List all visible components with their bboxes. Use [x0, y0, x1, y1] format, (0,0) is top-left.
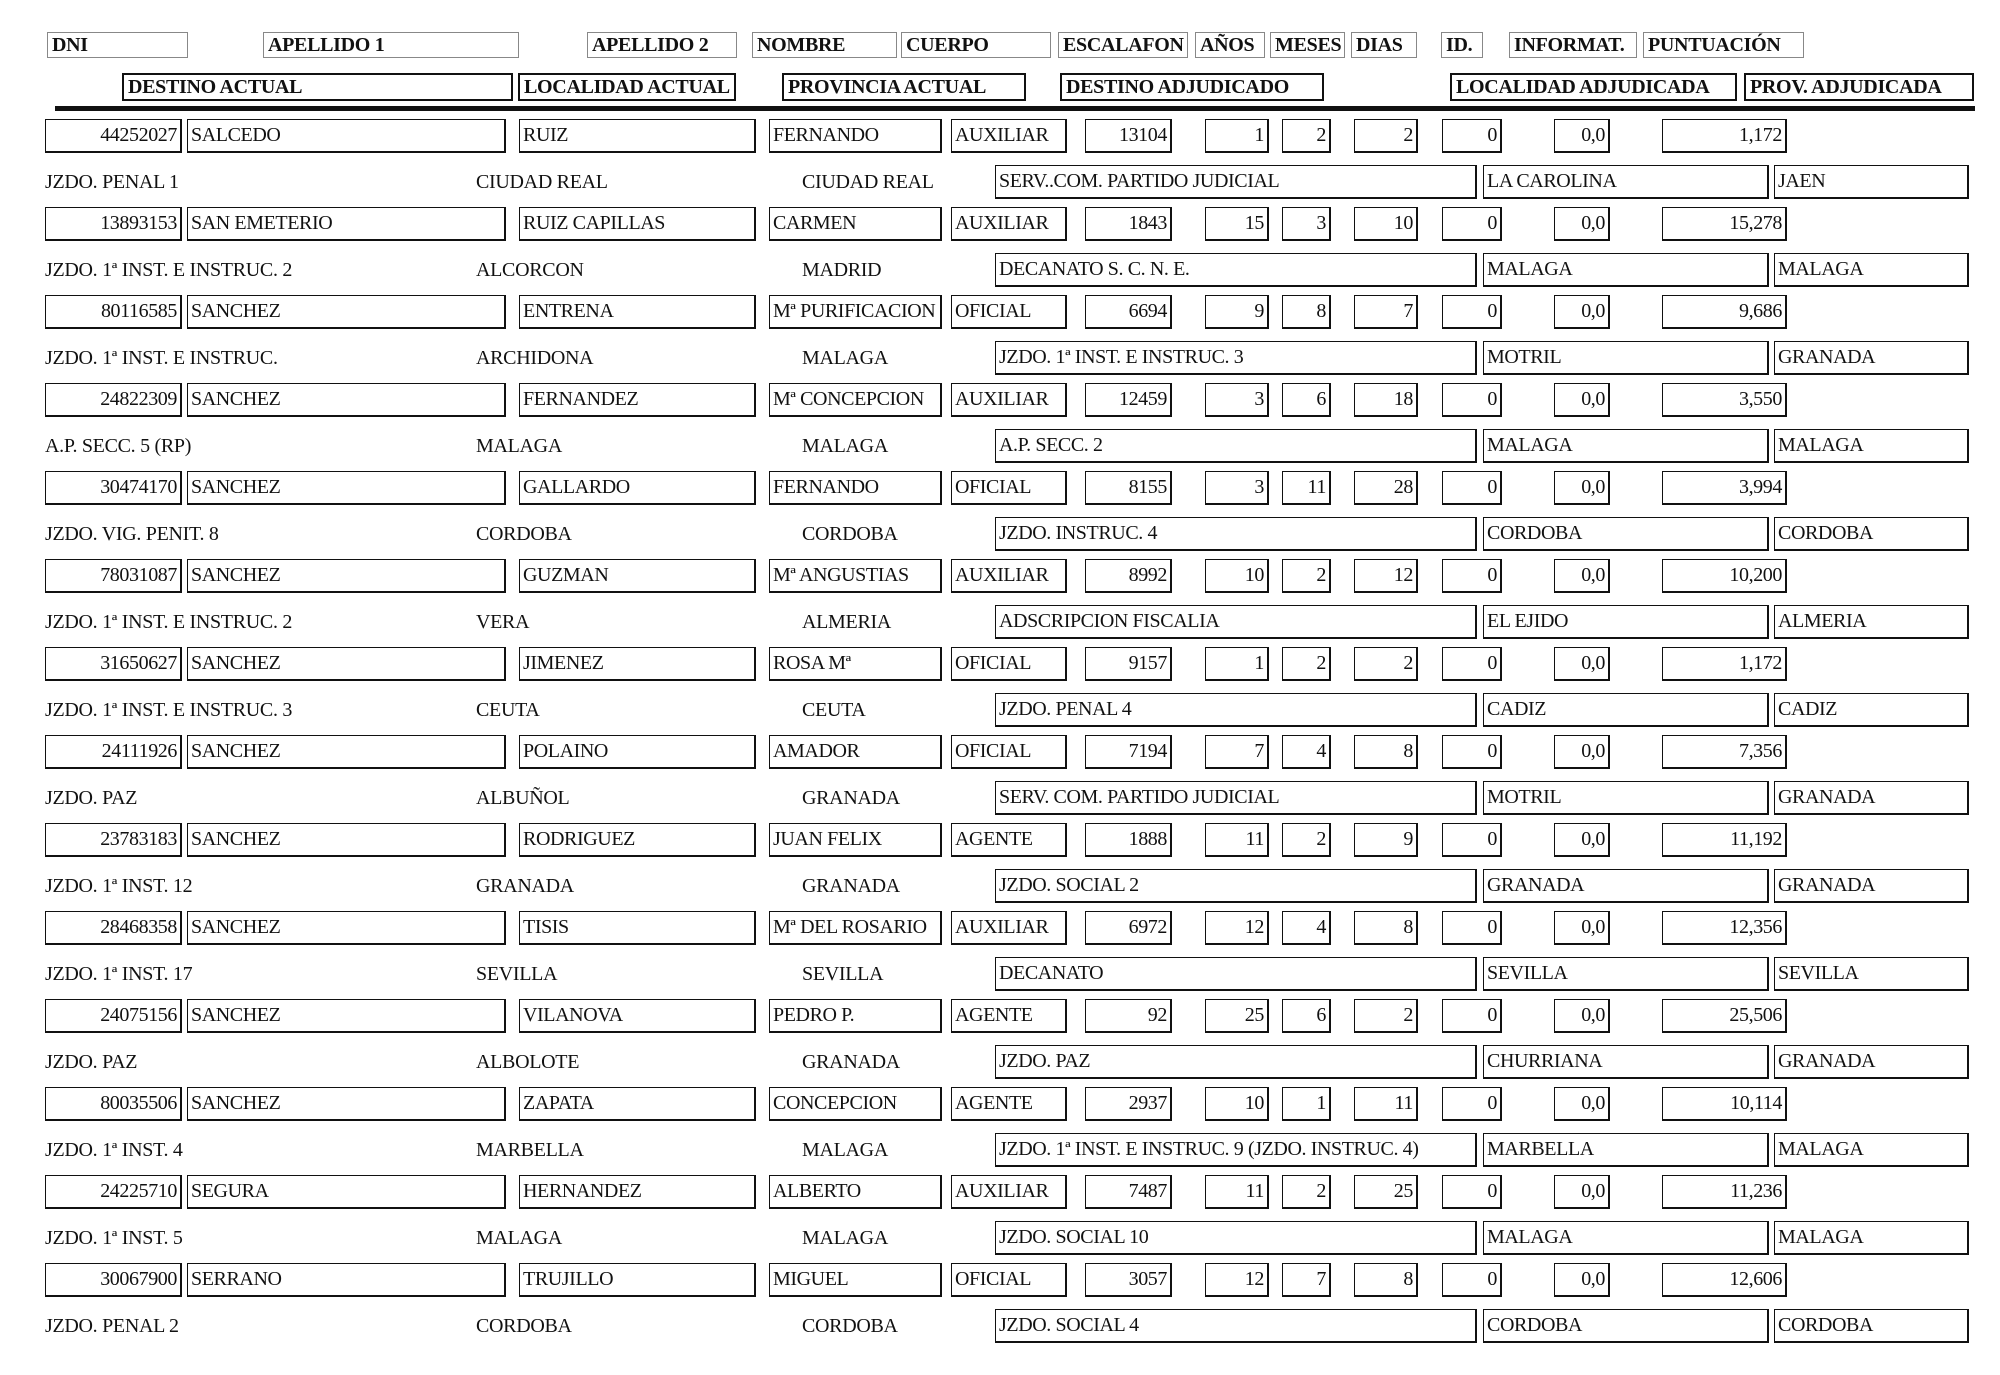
field-prov-adj: CORDOBA [1774, 517, 1969, 551]
field-localidad-adj: MOTRIL [1483, 781, 1769, 815]
field-dias: 18 [1354, 383, 1418, 417]
header-id: ID. [1441, 32, 1483, 58]
field-dni: 31650627 [45, 647, 182, 681]
field-provincia-actual: SEVILLA [802, 963, 884, 985]
field-localidad-actual: ARCHIDONA [476, 347, 594, 369]
field-escalafon: 1843 [1085, 207, 1172, 241]
field-provincia-actual: MALAGA [802, 435, 888, 457]
field-id: 0 [1442, 1263, 1502, 1297]
field-prov-adj: SEVILLA [1774, 957, 1969, 991]
field-anos: 25 [1205, 999, 1269, 1033]
field-id: 0 [1442, 471, 1502, 505]
field-nombre: FERNANDO [769, 119, 942, 153]
field-ap2: GUZMAN [519, 559, 756, 593]
field-anos: 12 [1205, 1263, 1269, 1297]
field-id: 0 [1442, 911, 1502, 945]
header-escalafon: ESCALAFON [1058, 32, 1188, 58]
field-nombre: FERNANDO [769, 471, 942, 505]
field-destino-actual: JZDO. 1ª INST. 17 [45, 963, 193, 985]
field-ap1: SANCHEZ [187, 471, 506, 505]
field-id: 0 [1442, 559, 1502, 593]
field-prov-adj: GRANADA [1774, 1045, 1969, 1079]
field-ap1: SANCHEZ [187, 823, 506, 857]
header-informat: INFORMAT. [1509, 32, 1637, 58]
field-puntuacion: 11,236 [1662, 1175, 1787, 1209]
field-provincia-actual: CEUTA [802, 699, 866, 721]
field-dni: 30067900 [45, 1263, 182, 1297]
field-localidad-actual: CORDOBA [476, 523, 572, 545]
field-ap1: SERRANO [187, 1263, 506, 1297]
field-ap2: ZAPATA [519, 1087, 756, 1121]
field-dias: 8 [1354, 735, 1418, 769]
field-informat: 0,0 [1554, 1175, 1610, 1209]
field-meses: 3 [1282, 207, 1331, 241]
field-dni: 23783183 [45, 823, 182, 857]
field-nombre: PEDRO P. [769, 999, 942, 1033]
field-anos: 1 [1205, 647, 1269, 681]
field-informat: 0,0 [1554, 823, 1610, 857]
field-dias: 2 [1354, 999, 1418, 1033]
field-anos: 12 [1205, 911, 1269, 945]
field-dias: 8 [1354, 911, 1418, 945]
field-cuerpo: AGENTE [951, 1087, 1067, 1121]
field-informat: 0,0 [1554, 647, 1610, 681]
field-nombre: Mª PURIFICACION [769, 295, 942, 329]
field-prov-adj: MALAGA [1774, 1133, 1969, 1167]
field-ap2: TISIS [519, 911, 756, 945]
field-dni: 78031087 [45, 559, 182, 593]
field-meses: 2 [1282, 119, 1331, 153]
field-id: 0 [1442, 207, 1502, 241]
field-cuerpo: AUXILIAR [951, 383, 1067, 417]
field-meses: 4 [1282, 735, 1331, 769]
field-puntuacion: 9,686 [1662, 295, 1787, 329]
field-prov-adj: MALAGA [1774, 429, 1969, 463]
header-destino-adjudicado: DESTINO ADJUDICADO [1060, 73, 1324, 101]
field-provincia-actual: MALAGA [802, 1139, 888, 1161]
field-nombre: AMADOR [769, 735, 942, 769]
field-informat: 0,0 [1554, 1087, 1610, 1121]
field-id: 0 [1442, 823, 1502, 857]
field-escalafon: 6694 [1085, 295, 1172, 329]
field-cuerpo: AUXILIAR [951, 911, 1067, 945]
field-escalafon: 6972 [1085, 911, 1172, 945]
field-ap2: RODRIGUEZ [519, 823, 756, 857]
field-nombre: CARMEN [769, 207, 942, 241]
field-dias: 10 [1354, 207, 1418, 241]
field-prov-adj: MALAGA [1774, 1221, 1969, 1255]
field-puntuacion: 25,506 [1662, 999, 1787, 1033]
field-destino-actual: JZDO. 1ª INST. 12 [45, 875, 193, 897]
field-dni: 80116585 [45, 295, 182, 329]
field-nombre: Mª ANGUSTIAS [769, 559, 942, 593]
header-dias: DIAS [1351, 32, 1417, 58]
field-ap1: SEGURA [187, 1175, 506, 1209]
field-ap2: FERNANDEZ [519, 383, 756, 417]
field-escalafon: 8992 [1085, 559, 1172, 593]
field-cuerpo: OFICIAL [951, 295, 1067, 329]
field-dias: 2 [1354, 647, 1418, 681]
field-puntuacion: 10,114 [1662, 1087, 1787, 1121]
field-provincia-actual: MADRID [802, 259, 882, 281]
field-localidad-adj: LA CAROLINA [1483, 165, 1769, 199]
field-puntuacion: 3,994 [1662, 471, 1787, 505]
field-prov-adj: JAEN [1774, 165, 1969, 199]
field-ap2: VILANOVA [519, 999, 756, 1033]
field-escalafon: 12459 [1085, 383, 1172, 417]
field-prov-adj: CORDOBA [1774, 1309, 1969, 1343]
header-apellido-1: APELLIDO 1 [263, 32, 519, 58]
field-nombre: CONCEPCION [769, 1087, 942, 1121]
header-prov-adjudicada: PROV. ADJUDICADA [1744, 73, 1974, 101]
field-escalafon: 1888 [1085, 823, 1172, 857]
field-localidad-adj: EL EJIDO [1483, 605, 1769, 639]
field-cuerpo: AUXILIAR [951, 1175, 1067, 1209]
field-localidad-actual: CORDOBA [476, 1315, 572, 1337]
field-prov-adj: ALMERIA [1774, 605, 1969, 639]
header-meses: MESES [1270, 32, 1345, 58]
field-nombre: MIGUEL [769, 1263, 942, 1297]
field-ap1: SANCHEZ [187, 1087, 506, 1121]
field-cuerpo: OFICIAL [951, 471, 1067, 505]
field-escalafon: 2937 [1085, 1087, 1172, 1121]
field-destino-adj: SERV. COM. PARTIDO JUDICIAL [995, 781, 1477, 815]
field-escalafon: 7194 [1085, 735, 1172, 769]
field-informat: 0,0 [1554, 295, 1610, 329]
field-localidad-adj: MALAGA [1483, 253, 1769, 287]
field-ap1: SANCHEZ [187, 647, 506, 681]
field-ap1: SANCHEZ [187, 735, 506, 769]
field-ap1: SALCEDO [187, 119, 506, 153]
field-destino-actual: JZDO. VIG. PENIT. 8 [45, 523, 219, 545]
field-destino-actual: JZDO. PENAL 1 [45, 171, 179, 193]
field-cuerpo: AUXILIAR [951, 207, 1067, 241]
field-destino-actual: JZDO. PAZ [45, 1051, 138, 1073]
field-id: 0 [1442, 1087, 1502, 1121]
field-provincia-actual: MALAGA [802, 347, 888, 369]
field-destino-adj: ADSCRIPCION FISCALIA [995, 605, 1477, 639]
field-localidad-actual: ALCORCON [476, 259, 584, 281]
field-provincia-actual: GRANADA [802, 1051, 900, 1073]
field-destino-adj: JZDO. PENAL 4 [995, 693, 1477, 727]
field-localidad-actual: ALBUÑOL [476, 787, 570, 809]
field-ap2: TRUJILLO [519, 1263, 756, 1297]
field-localidad-adj: MALAGA [1483, 1221, 1769, 1255]
field-meses: 2 [1282, 823, 1331, 857]
field-anos: 10 [1205, 1087, 1269, 1121]
field-ap2: ENTRENA [519, 295, 756, 329]
header-dni: DNI [47, 32, 188, 58]
field-meses: 8 [1282, 295, 1331, 329]
header-nombre: NOMBRE [752, 32, 897, 58]
field-escalafon: 13104 [1085, 119, 1172, 153]
field-cuerpo: AUXILIAR [951, 119, 1067, 153]
field-cuerpo: OFICIAL [951, 1263, 1067, 1297]
field-meses: 1 [1282, 1087, 1331, 1121]
field-dias: 9 [1354, 823, 1418, 857]
field-localidad-adj: MALAGA [1483, 429, 1769, 463]
field-ap1: SAN EMETERIO [187, 207, 506, 241]
field-destino-actual: JZDO. 1ª INST. E INSTRUC. 2 [45, 259, 293, 281]
field-meses: 2 [1282, 1175, 1331, 1209]
field-destino-adj: JZDO. SOCIAL 10 [995, 1221, 1477, 1255]
field-localidad-actual: SEVILLA [476, 963, 558, 985]
field-destino-actual: JZDO. PENAL 2 [45, 1315, 179, 1337]
field-ap1: SANCHEZ [187, 911, 506, 945]
field-prov-adj: CADIZ [1774, 693, 1969, 727]
field-localidad-adj: MOTRIL [1483, 341, 1769, 375]
field-meses: 11 [1282, 471, 1331, 505]
field-localidad-adj: SEVILLA [1483, 957, 1769, 991]
field-localidad-actual: MALAGA [476, 435, 562, 457]
field-destino-adj: JZDO. SOCIAL 2 [995, 869, 1477, 903]
field-ap1: SANCHEZ [187, 999, 506, 1033]
field-localidad-adj: CHURRIANA [1483, 1045, 1769, 1079]
field-destino-actual: JZDO. 1ª INST. 5 [45, 1227, 183, 1249]
field-dias: 2 [1354, 119, 1418, 153]
field-informat: 0,0 [1554, 735, 1610, 769]
field-puntuacion: 12,606 [1662, 1263, 1787, 1297]
field-id: 0 [1442, 999, 1502, 1033]
field-anos: 15 [1205, 207, 1269, 241]
field-localidad-actual: MARBELLA [476, 1139, 584, 1161]
field-destino-actual: JZDO. 1ª INST. E INSTRUC. 3 [45, 699, 293, 721]
field-dni: 80035506 [45, 1087, 182, 1121]
field-meses: 4 [1282, 911, 1331, 945]
field-escalafon: 9157 [1085, 647, 1172, 681]
field-anos: 3 [1205, 471, 1269, 505]
field-anos: 3 [1205, 383, 1269, 417]
field-puntuacion: 3,550 [1662, 383, 1787, 417]
field-id: 0 [1442, 735, 1502, 769]
field-cuerpo: AGENTE [951, 999, 1067, 1033]
field-escalafon: 92 [1085, 999, 1172, 1033]
field-puntuacion: 7,356 [1662, 735, 1787, 769]
header-divider [55, 106, 1975, 111]
field-prov-adj: GRANADA [1774, 341, 1969, 375]
field-provincia-actual: GRANADA [802, 875, 900, 897]
field-destino-actual: JZDO. 1ª INST. 4 [45, 1139, 183, 1161]
field-nombre: JUAN FELIX [769, 823, 942, 857]
field-informat: 0,0 [1554, 1263, 1610, 1297]
field-dni: 24075156 [45, 999, 182, 1033]
field-prov-adj: GRANADA [1774, 869, 1969, 903]
field-destino-adj: DECANATO S. C. N. E. [995, 253, 1477, 287]
header-puntuacion: PUNTUACIÓN [1643, 32, 1804, 58]
field-nombre: Mª CONCEPCION [769, 383, 942, 417]
field-destino-actual: A.P. SECC. 5 (RP) [45, 435, 192, 457]
field-dias: 25 [1354, 1175, 1418, 1209]
field-anos: 11 [1205, 1175, 1269, 1209]
header-apellido-2: APELLIDO 2 [587, 32, 737, 58]
field-puntuacion: 11,192 [1662, 823, 1787, 857]
field-localidad-adj: CADIZ [1483, 693, 1769, 727]
field-anos: 9 [1205, 295, 1269, 329]
field-nombre: ROSA Mª [769, 647, 942, 681]
field-prov-adj: GRANADA [1774, 781, 1969, 815]
field-localidad-actual: ALBOLOTE [476, 1051, 580, 1073]
field-dni: 24111926 [45, 735, 182, 769]
field-destino-adj: DECANATO [995, 957, 1477, 991]
field-localidad-actual: GRANADA [476, 875, 574, 897]
field-dni: 30474170 [45, 471, 182, 505]
field-id: 0 [1442, 647, 1502, 681]
field-localidad-adj: CORDOBA [1483, 517, 1769, 551]
header-anos: AÑOS [1195, 32, 1265, 58]
field-destino-actual: JZDO. 1ª INST. E INSTRUC. 2 [45, 611, 293, 633]
field-dni: 24225710 [45, 1175, 182, 1209]
field-destino-adj: JZDO. 1ª INST. E INSTRUC. 3 [995, 341, 1477, 375]
field-ap1: SANCHEZ [187, 559, 506, 593]
field-dias: 11 [1354, 1087, 1418, 1121]
field-provincia-actual: CIUDAD REAL [802, 171, 934, 193]
field-destino-adj: JZDO. INSTRUC. 4 [995, 517, 1477, 551]
field-meses: 2 [1282, 647, 1331, 681]
field-destino-adj: JZDO. SOCIAL 4 [995, 1309, 1477, 1343]
field-escalafon: 3057 [1085, 1263, 1172, 1297]
field-destino-actual: JZDO. 1ª INST. E INSTRUC. [45, 347, 278, 369]
field-cuerpo: AUXILIAR [951, 559, 1067, 593]
field-ap2: RUIZ CAPILLAS [519, 207, 756, 241]
field-ap2: POLAINO [519, 735, 756, 769]
field-meses: 6 [1282, 999, 1331, 1033]
field-escalafon: 7487 [1085, 1175, 1172, 1209]
field-puntuacion: 1,172 [1662, 119, 1787, 153]
field-id: 0 [1442, 1175, 1502, 1209]
field-provincia-actual: CORDOBA [802, 1315, 898, 1337]
field-meses: 6 [1282, 383, 1331, 417]
field-prov-adj: MALAGA [1774, 253, 1969, 287]
field-escalafon: 8155 [1085, 471, 1172, 505]
field-dni: 44252027 [45, 119, 182, 153]
field-anos: 1 [1205, 119, 1269, 153]
field-localidad-adj: MARBELLA [1483, 1133, 1769, 1167]
field-puntuacion: 15,278 [1662, 207, 1787, 241]
field-localidad-actual: CIUDAD REAL [476, 171, 608, 193]
field-provincia-actual: ALMERIA [802, 611, 892, 633]
field-destino-adj: A.P. SECC. 2 [995, 429, 1477, 463]
field-informat: 0,0 [1554, 471, 1610, 505]
field-dias: 8 [1354, 1263, 1418, 1297]
header-localidad-actual: LOCALIDAD ACTUAL [518, 73, 736, 101]
field-destino-actual: JZDO. PAZ [45, 787, 138, 809]
field-destino-adj: JZDO. 1ª INST. E INSTRUC. 9 (JZDO. INSTRUC. 4) [995, 1133, 1477, 1167]
field-anos: 11 [1205, 823, 1269, 857]
header-destino-actual: DESTINO ACTUAL [122, 73, 513, 101]
field-cuerpo: AGENTE [951, 823, 1067, 857]
field-localidad-adj: GRANADA [1483, 869, 1769, 903]
field-localidad-actual: VERA [476, 611, 530, 633]
field-informat: 0,0 [1554, 559, 1610, 593]
field-meses: 2 [1282, 559, 1331, 593]
field-puntuacion: 1,172 [1662, 647, 1787, 681]
field-informat: 0,0 [1554, 911, 1610, 945]
field-destino-adj: SERV..COM. PARTIDO JUDICIAL [995, 165, 1477, 199]
field-dni: 28468358 [45, 911, 182, 945]
field-anos: 10 [1205, 559, 1269, 593]
field-provincia-actual: MALAGA [802, 1227, 888, 1249]
field-localidad-actual: MALAGA [476, 1227, 562, 1249]
field-ap1: SANCHEZ [187, 295, 506, 329]
field-dni: 24822309 [45, 383, 182, 417]
header-localidad-adjudicada: LOCALIDAD ADJUDICADA [1450, 73, 1737, 101]
field-cuerpo: OFICIAL [951, 647, 1067, 681]
field-cuerpo: OFICIAL [951, 735, 1067, 769]
field-informat: 0,0 [1554, 383, 1610, 417]
field-puntuacion: 10,200 [1662, 559, 1787, 593]
header-cuerpo: CUERPO [901, 32, 1051, 58]
field-id: 0 [1442, 295, 1502, 329]
field-localidad-adj: CORDOBA [1483, 1309, 1769, 1343]
field-ap2: HERNANDEZ [519, 1175, 756, 1209]
field-dni: 13893153 [45, 207, 182, 241]
field-provincia-actual: CORDOBA [802, 523, 898, 545]
header-provincia-actual: PROVINCIA ACTUAL [782, 73, 1026, 101]
field-provincia-actual: GRANADA [802, 787, 900, 809]
field-id: 0 [1442, 383, 1502, 417]
field-ap1: SANCHEZ [187, 383, 506, 417]
field-destino-adj: JZDO. PAZ [995, 1045, 1477, 1079]
field-anos: 7 [1205, 735, 1269, 769]
field-dias: 7 [1354, 295, 1418, 329]
field-nombre: Mª DEL ROSARIO [769, 911, 942, 945]
field-id: 0 [1442, 119, 1502, 153]
field-ap2: JIMENEZ [519, 647, 756, 681]
field-informat: 0,0 [1554, 999, 1610, 1033]
field-nombre: ALBERTO [769, 1175, 942, 1209]
field-dias: 12 [1354, 559, 1418, 593]
field-informat: 0,0 [1554, 207, 1610, 241]
field-meses: 7 [1282, 1263, 1331, 1297]
field-localidad-actual: CEUTA [476, 699, 540, 721]
field-ap2: GALLARDO [519, 471, 756, 505]
field-ap2: RUIZ [519, 119, 756, 153]
field-informat: 0,0 [1554, 119, 1610, 153]
field-puntuacion: 12,356 [1662, 911, 1787, 945]
field-dias: 28 [1354, 471, 1418, 505]
